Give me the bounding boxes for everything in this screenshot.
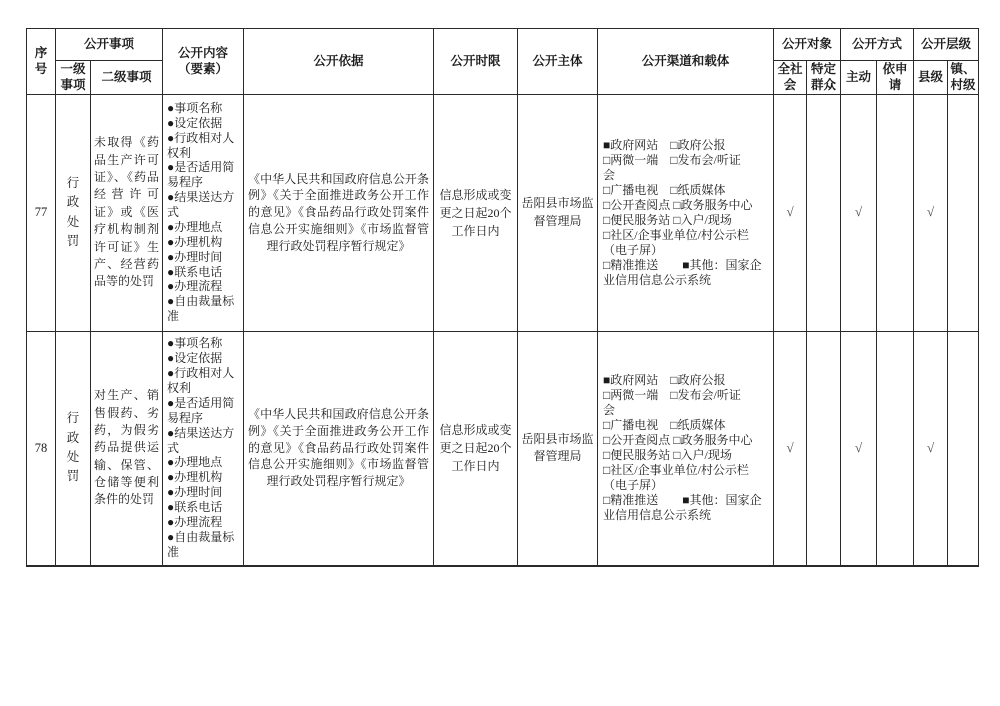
channel-line: □广播电视 □纸质媒体 [603,418,726,432]
header-content [163,29,244,95]
header-level1: 一级事项 [56,61,91,95]
level2-cell: 未取得《药品生产许可证》、《药品经营许可证》或《医疗机构制剂许可证》生产、经营药品等的处罚 [91,94,163,331]
channel-line: □两微一端 □发布会/听证 [603,152,741,167]
header-basis: 公开依据 [244,29,434,95]
basis-cell: 《中华人民共和国政府信息公开条例》《关于全面推进政务公开工作的意见》《食品药品行政处罚案件信息公开实施细则》《市场监督管理行政处罚程序暂行规定》 [244,331,434,566]
level1-vertical-text: 行政处罚 [66,175,80,248]
header-time: 公开时限 [434,29,518,95]
channel-line: （电子屏） [603,242,664,257]
content-element-item: ●是否适用简易程序 [167,160,235,190]
header-serial-label: 序号 [34,46,48,77]
content-element-item: ●办理地点 [167,219,223,234]
header-method-request: 依申请 [877,61,914,95]
header-subject: 公开主体 [518,29,598,95]
channel-line: □两微一端 □发布会/听证 [603,388,741,402]
channel-line: □社区/企事业单位/村公示栏 [603,227,749,242]
header-target-all: 全社会 [774,61,807,95]
serial-cell: 77 [27,94,56,331]
disclosure-table-sheet [26,28,979,567]
header-level2: 二级事项 [91,61,163,95]
method-active-check-cell: √ [841,94,877,331]
level1-cell [56,331,91,566]
header-targets: 公开对象 [774,29,841,61]
channel-line: □公开查阅点 □政务服务中心 [603,197,753,212]
level-town-check-cell [948,94,979,331]
time-limit-cell: 信息形成或变更之日起20个工作日内 [434,94,518,331]
table-row-77 [27,94,979,331]
header-channels: 公开渠道和载体 [598,29,774,95]
table-header [27,29,979,95]
header-methods: 公开方式 [841,29,914,61]
basis-cell: 《中华人民共和国政府信息公开条例》《关于全面推进政务公开工作的意见》《食品药品行政处罚案件信息公开实施细则》《市场监督管理行政处罚程序暂行规定》 [244,94,434,331]
content-element-item: ●事项名称 [167,100,223,115]
content-element-item: ●办理流程 [167,279,223,294]
content-element-item: ●结果送达方式 [167,425,235,455]
content-element-item: ●办理时间 [167,249,223,264]
header-serial [27,29,56,95]
header-levels: 公开层级 [914,29,979,61]
method-request-check-cell [877,331,914,566]
header-level-town: 镇、村级 [948,61,979,95]
header-content-line2: （要素） [178,62,229,77]
content-element-item: ●联系电话 [167,264,223,279]
level-county-check-cell: √ [914,331,948,566]
channel-line: （电子屏） [603,478,664,492]
channel-line: □公开查阅点 □政务服务中心 [603,433,753,447]
content-element-item: ●结果送达方式 [167,190,235,220]
content-element-item: ●自由裁量标准 [167,529,235,559]
content-element-item: ●设定依据 [167,115,223,130]
channel-line: □精准推送 ■其他：国家企 [603,493,762,507]
content-element-item: ●是否适用简易程序 [167,395,235,425]
channel-line: □精准推送 ■其他：国家企 [603,257,762,272]
channels-cell [598,94,774,331]
channel-line: □便民服务站 □入户/现场 [603,448,732,462]
channels-cell [598,331,774,566]
channel-line: □广播电视 □纸质媒体 [603,182,726,197]
time-limit-cell: 信息形成或变更之日起20个工作日内 [434,331,518,566]
content-element-item: ●自由裁量标准 [167,294,235,324]
content-element-item: ●设定依据 [167,351,223,366]
channel-line: 会 [603,167,616,182]
target-all-check-cell: √ [774,331,807,566]
target-specific-check-cell [807,94,841,331]
serial-cell: 78 [27,331,56,566]
header-level-county: 县级 [914,61,948,95]
method-request-check-cell [877,94,914,331]
content-element-item: ●办理机构 [167,470,223,485]
content-elements-cell [163,94,244,331]
content-element-item: ●行政相对人权利 [167,130,235,160]
header-content-line1: 公开内容 [178,46,229,60]
level-town-check-cell [948,331,979,566]
header-items: 公开事项 [56,29,163,61]
content-element-item: ●办理时间 [167,485,223,500]
content-element-item: ●办理流程 [167,514,223,529]
method-active-check-cell: √ [841,331,877,566]
subject-cell: 岳阳县市场监督管理局 [518,94,598,331]
channel-line: 业信用信息公示系统 [603,272,712,287]
channel-line: 业信用信息公示系统 [603,508,712,522]
level-county-check-cell: √ [914,94,948,331]
target-all-check-cell: √ [774,94,807,331]
content-element-item: ●事项名称 [167,336,223,351]
content-element-item: ●行政相对人权利 [167,366,235,396]
content-elements-cell [163,331,244,566]
level1-cell [56,94,91,331]
content-element-item: ●办理地点 [167,455,223,470]
level2-cell: 对生产、销售假药、劣药，为假劣药品提供运输、保管、仓储等便利条件的处罚 [91,331,163,566]
content-element-item: ●联系电话 [167,500,223,515]
content-element-item: ●办理机构 [167,234,223,249]
channel-line: ■政府网站 □政府公报 [603,373,726,387]
channel-line: □社区/企事业单位/村公示栏 [603,463,749,477]
header-method-active: 主动 [841,61,877,95]
channel-line: 会 [603,403,616,417]
level1-vertical-text: 行政处罚 [66,411,80,484]
disclosure-table [26,28,979,567]
target-specific-check-cell [807,331,841,566]
channel-line: □便民服务站 □入户/现场 [603,212,732,227]
header-target-specific: 特定群众 [807,61,841,95]
subject-cell: 岳阳县市场监督管理局 [518,331,598,566]
table-row-78 [27,331,979,566]
channel-line: ■政府网站 □政府公报 [603,137,726,152]
